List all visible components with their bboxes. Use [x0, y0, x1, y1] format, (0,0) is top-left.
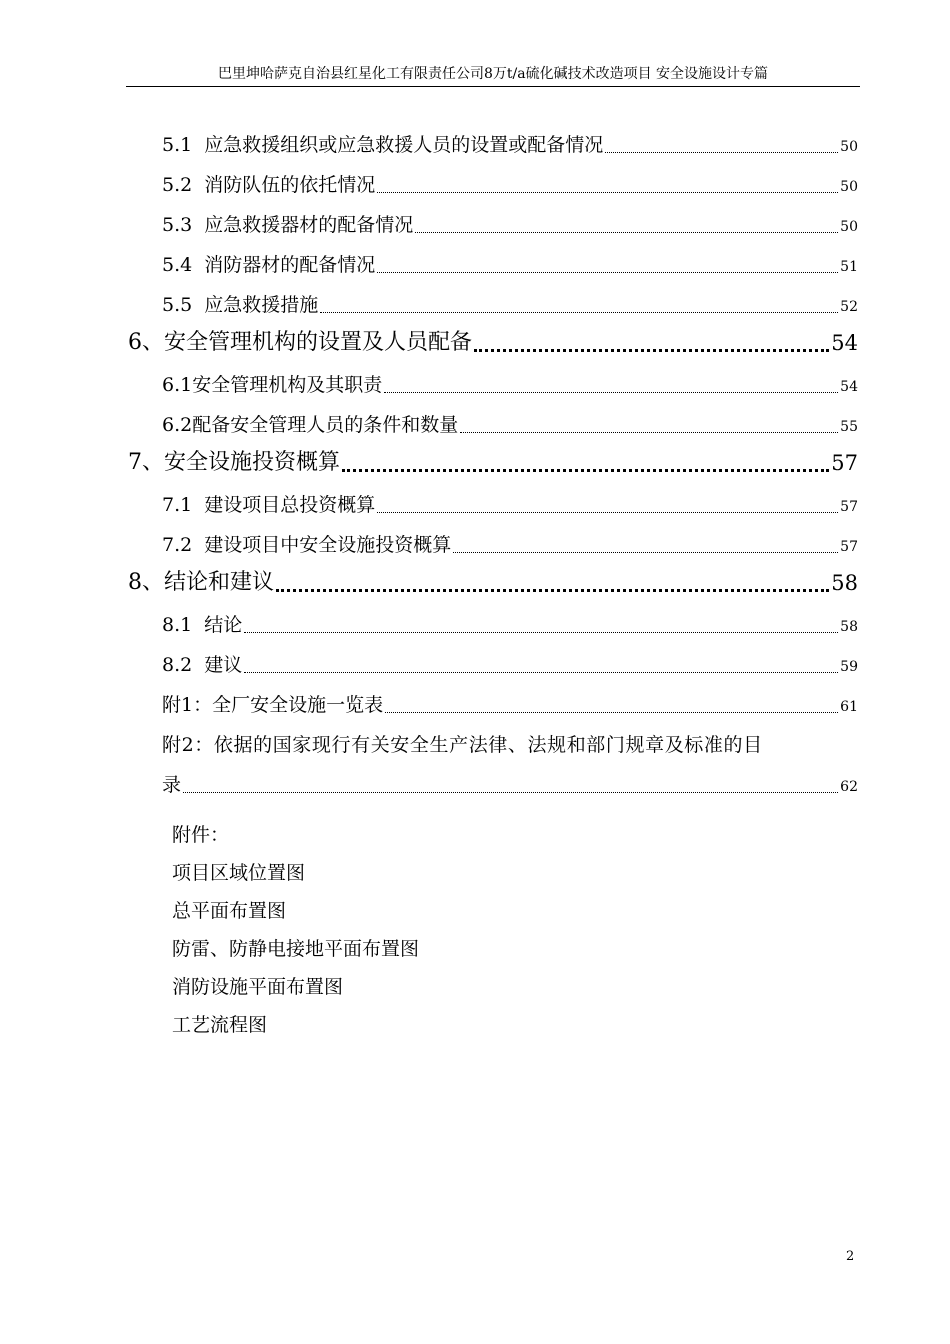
toc-entry-number: 8.1 — [162, 614, 205, 636]
toc-leader-dots — [320, 312, 838, 313]
toc-entry-number: 5.2 — [162, 174, 205, 196]
toc-entry-title: 建设项目中安全设施投资概算 — [204, 534, 452, 556]
toc-entry-number: 5.1 — [162, 134, 205, 156]
toc-entry-number: 6.1 — [162, 374, 193, 396]
toc-entry-title: 全厂安全设施一览表 — [212, 694, 384, 716]
toc-section-entry[interactable] — [162, 518, 858, 558]
header-rule — [126, 86, 860, 87]
toc-section-entry[interactable] — [162, 278, 858, 318]
toc-leader-dots — [460, 432, 838, 433]
toc-entry-number: 5.3 — [162, 214, 205, 236]
toc-entry-page: 57 — [831, 451, 858, 475]
attachment-item: 项目区域位置图 — [172, 862, 306, 884]
toc-section-entry[interactable] — [162, 598, 858, 638]
toc-leader-dots — [384, 392, 838, 393]
page-number: 2 — [846, 1249, 855, 1264]
toc-section-entry[interactable] — [162, 398, 858, 438]
toc-entry-page: 50 — [840, 139, 858, 155]
toc-leader-dots — [377, 512, 838, 513]
toc-leader-dots — [244, 672, 838, 673]
toc-entry-title: 应急救援措施 — [204, 294, 319, 316]
toc-entry-page: 61 — [840, 699, 858, 715]
toc-section-entry[interactable] — [162, 198, 858, 238]
toc-entry-title: 结论 — [204, 614, 243, 636]
toc-entry-page: 57 — [840, 539, 858, 555]
toc-entry-wrapped-line1[interactable]: 附2：依据的国家现行有关安全生产法律、法规和部门规章及标准的目 — [162, 734, 763, 756]
toc-entry-title: 建议 — [204, 654, 243, 676]
attachments-list — [172, 816, 419, 1044]
toc-entry-number: 6.2 — [162, 414, 193, 436]
page-header: 巴里坤哈萨克自治县红星化工有限责任公司8万t/a硫化碱技术改造项目 安全设施设计专篇 — [217, 66, 769, 82]
attachment-item: 消防设施平面布置图 — [172, 976, 344, 998]
toc-entry-title: 安全管理机构的设置及人员配备 — [164, 330, 473, 355]
toc-entry-wrapped-line2[interactable] — [162, 758, 858, 798]
toc-entry-title: 安全管理机构及其职责 — [192, 374, 383, 396]
toc-entry-title: 消防器材的配备情况 — [204, 254, 376, 276]
toc-entry-number: 7.2 — [162, 534, 205, 556]
toc-entry-number: 5.5 — [162, 294, 205, 316]
toc-chapter-entry[interactable] — [128, 558, 858, 598]
toc-entry-page: 55 — [840, 419, 858, 435]
attachment-item: 工艺流程图 — [172, 1014, 268, 1036]
toc-entry-number: 6、 — [128, 330, 164, 355]
toc-entry-page: 57 — [840, 499, 858, 515]
toc-entries — [128, 118, 858, 718]
toc-entry-number: 5.4 — [162, 254, 205, 276]
toc-leader-dots — [183, 792, 838, 793]
toc-entry-page: 52 — [840, 299, 858, 315]
toc-section-entry[interactable] — [162, 638, 858, 678]
toc-entry-number: 7、 — [128, 450, 164, 475]
toc-leader-dots — [276, 589, 829, 592]
toc-entry-title: 结论和建议 — [164, 570, 275, 595]
toc-entry-page: 58 — [831, 571, 858, 595]
table-of-contents — [128, 118, 858, 798]
toc-entry-title: 安全设施投资概算 — [164, 450, 341, 475]
toc-entry-page: 58 — [840, 619, 858, 635]
toc-section-entry[interactable] — [162, 478, 858, 518]
toc-entry-page: 50 — [840, 179, 858, 195]
toc-entry-page: 51 — [840, 259, 858, 275]
toc-entry-title: 配备安全管理人员的条件和数量 — [192, 414, 459, 436]
attachment-item: 防雷、防静电接地平面布置图 — [172, 938, 420, 960]
attachment-item: 总平面布置图 — [172, 900, 287, 922]
toc-entry-page: 54 — [831, 331, 858, 355]
toc-leader-dots — [342, 469, 829, 472]
toc-section-entry[interactable] — [162, 238, 858, 278]
toc-entry-title: 消防队伍的依托情况 — [204, 174, 376, 196]
toc-leader-dots — [377, 272, 838, 273]
toc-leader-dots — [377, 192, 838, 193]
toc-section-entry[interactable] — [162, 678, 858, 718]
toc-entry-title: 应急救援组织或应急救援人员的设置或配备情况 — [204, 134, 604, 156]
toc-entry-page: 62 — [840, 779, 858, 795]
toc-section-entry[interactable] — [162, 158, 858, 198]
attachments-heading: 附件： — [172, 824, 230, 846]
toc-entry-page: 50 — [840, 219, 858, 235]
toc-leader-dots — [605, 152, 838, 153]
toc-leader-dots — [415, 232, 838, 233]
toc-chapter-entry[interactable] — [128, 318, 858, 358]
toc-entry-title: 应急救援器材的配备情况 — [204, 214, 414, 236]
toc-leader-dots — [385, 712, 838, 713]
toc-entry-title: 建设项目总投资概算 — [204, 494, 376, 516]
toc-entry-title: 录 — [162, 774, 182, 796]
toc-leader-dots — [474, 349, 829, 352]
toc-entry-page: 59 — [840, 659, 858, 675]
toc-entry-number: 7.1 — [162, 494, 205, 516]
toc-leader-dots — [453, 552, 838, 553]
toc-section-entry[interactable] — [162, 118, 858, 158]
toc-chapter-entry[interactable] — [128, 438, 858, 478]
toc-entry-number: 8.2 — [162, 654, 205, 676]
toc-entry-page: 54 — [840, 379, 858, 395]
toc-section-entry[interactable] — [162, 358, 858, 398]
toc-entry-number: 8、 — [128, 570, 164, 595]
toc-leader-dots — [244, 632, 838, 633]
toc-entry-number: 附1： — [162, 694, 213, 716]
